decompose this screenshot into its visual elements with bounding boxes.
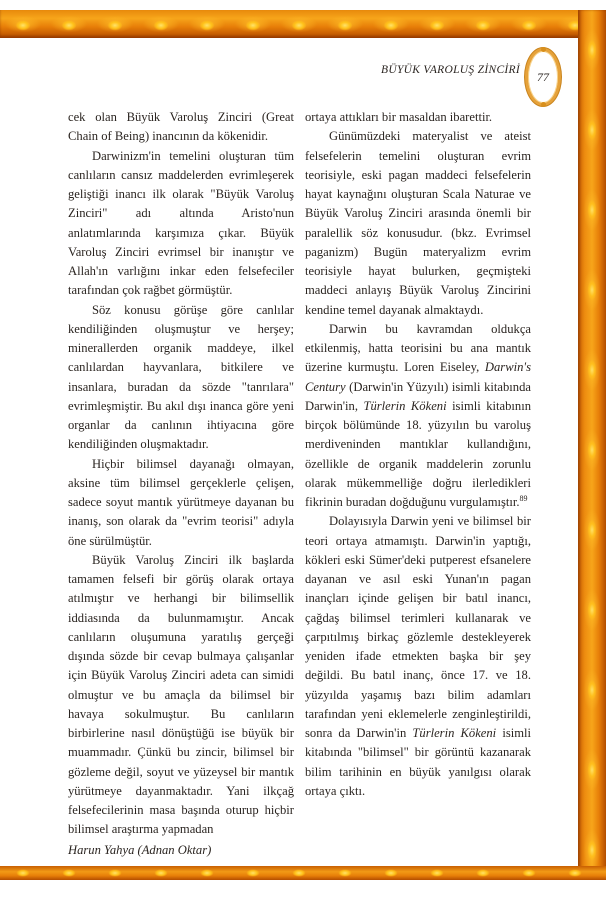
text-run: (Darwin'in Yüzyılı) isimli kitabında Darwin'in,: [305, 379, 531, 413]
ornate-frame-bottom: [0, 866, 606, 880]
footer-author: Harun Yahya (Adnan Oktar): [68, 843, 212, 857]
footnote-reference[interactable]: 89: [519, 493, 528, 503]
oval-medallion-icon: [525, 48, 561, 106]
ornate-frame-top: [0, 10, 606, 38]
paragraph: cek olan Büyük Varoluş Zinciri (Great Chain of Being) inancının da kökenidir.: [68, 110, 294, 144]
paragraph: Günümüzdeki materyalist ve ateist felsefelerin temelini oluşturan evrim teorisiyle, eski pagan maddeci felsefelerin hayat kaynağını oluşturan Scala Naturae ve Büyük Varoluş Zinciri arasında önemli bir paralellik söz konusudur. (bkz. Evrimsel paganizm) Bugün materyalizm evrim teorisiyle hayat bulurken, geçmişteki maddeci anlayış Büyük Varoluş Zincirini kendine temel dayanak almaktaydı.: [305, 129, 531, 317]
running-head-title: BÜYÜK VAROLUŞ ZİNCİRİ: [381, 64, 520, 76]
text-run: isimli kitabında "bilimsel" bir görüntü kazanarak bilim tarihinin en büyük yanılgısı olarak ortaya çıktı.: [305, 726, 532, 798]
page-number: 77: [537, 69, 549, 84]
paragraph: ortaya attıkları bir masaldan ibarettir.: [305, 110, 493, 124]
book-title: Darwin's Century: [305, 360, 531, 394]
text-run: Dolayısıyla Darwin yeni ve bilimsel bir teori ortaya atmamıştı. Darwin'in yaptığı, kökleri eski Sümer'deki putperest efsanelere dayanan ve asıl eski Yunan'ın pagan inançları içinde gelişen bir batıl inancı, çağdaş bilimsel terimleri kullanarak ve çarpıtılmış birkaç gözlemle destekleyerek yeniden ifade etmekten başka bir şey değildi. Bu batıl inanç, önce 17. ve 18. yüzyılda yaşamış bazı bilim adamları tarafından yeni eklemelerle zenginleştirildi, sonra da Darwin'in: [305, 514, 531, 740]
ornate-frame-right: [578, 10, 606, 880]
right-text-column: [305, 108, 531, 801]
paragraph: Söz konusu görüşe göre canlılar kendiliğinden oluşmuştur ve herşey; minerallerden organik maddeye, ilkel canlılardan hayvanlara, bitkilere ve insanlara, buradan da sözde "tanrılara" evrimleşmiştir. Bu akıl dışı inanca göre yeni organlar da canlının ihtiyacına göre kendiliğinden oluşmaktadır.: [68, 302, 294, 452]
text-run: Darwin bu kavramdan oldukça etkilenmiş, hatta teorisini bu ana mantık üzerine kurmuştu. Loren Eiseley,: [305, 321, 531, 375]
paragraph: Hiçbir bilimsel dayanağı olmayan, aksine tüm bilimsel gerçeklerle çelişen, sadece soyut mantık yürütmeye dayanan bu inanış, son olarak da "evrim teorisi" adıyla öne sürülmüştür.: [68, 456, 294, 548]
paragraph: [305, 320, 531, 513]
paragraph: Büyük Varoluş Zinciri ilk başlarda tamamen felsefi bir görüş olarak ortaya atılmıştır ve herhangi bir bilimsellik iddiasında da bulunmamıştır. Ancak canlıların oluşumuna yaratılış gerçeği dışında sözde bir cevap bulmaya çalışanlar için Büyük Varoluş Zinciri adeta can simidi olmuştur ve bu amaçla da bilimsel bir havaya sokulmuştur. Bu canlıların birbirlerine nasıl dönüştüğü ise büyük bir muammadır. Çünkü bu zincir, bilimsel bir gözleme değil, soyut ve yüzeysel bir mantık yürütmeye dayanmaktadır. Yani ilkçağ felsefecilerinin masa başında oturup hiçbir bilimsel araştırma yapmadan: [68, 552, 294, 837]
text-run: isimli kitabının birçok bölümünde 18. yüzyılın bu varoluş merdiveninden mantıklar kullandığını, özellikle de organik maddelerin zorunlu olarak mükemmelliğe doğru ilerledikleri fikrinin buradan doğduğunu vurgulamıştır.: [305, 398, 531, 509]
book-title: Türlerin Kökeni: [363, 398, 447, 413]
paragraph: [305, 512, 531, 801]
left-text-column: [68, 108, 294, 840]
book-title: Türlerin Kökeni: [412, 726, 497, 740]
paragraph: Darwinizm'in temelini oluşturan tüm canlıların cansız maddelerden evrimleşerek geliştiği inancı ilk olarak "Büyük Varoluş Zinciri" adı altında Aristo'nun anlatımlarında karşımıza çıkar. Büyük Varoluş Zinciri evrimsel bir inanıştır ve Allah'ın varlığını inkar eden felsefeciler tarafından çok rağbet görmüştür.: [68, 148, 294, 298]
